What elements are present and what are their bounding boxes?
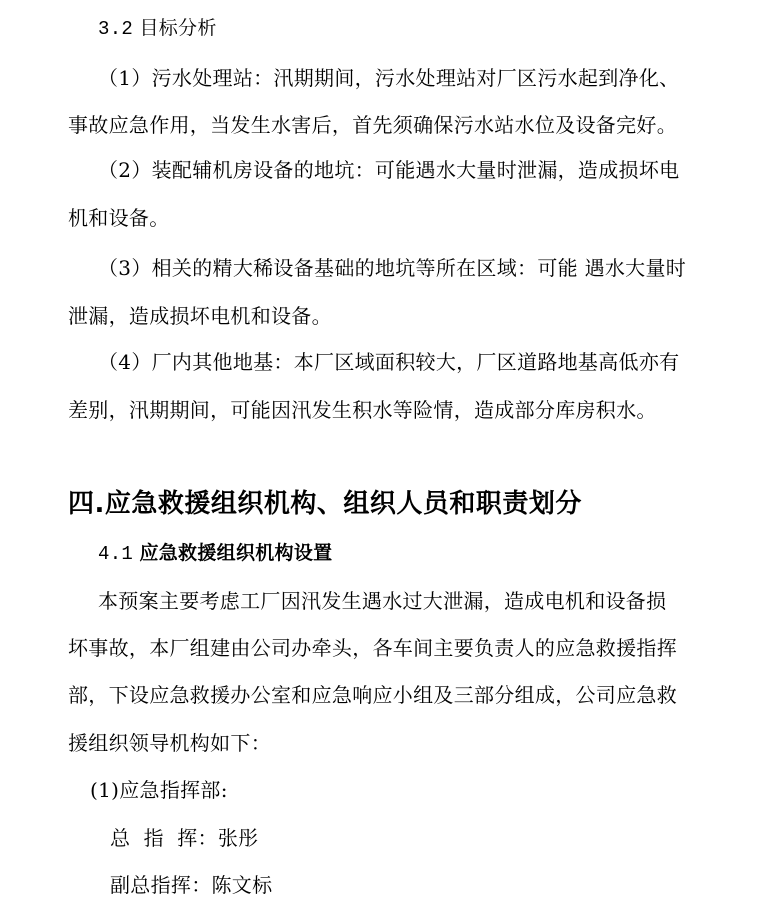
paragraph-line-1: 本预案主要考虑工厂因汛发生遇水过大泄漏，造成电机和设备损 — [98, 589, 667, 613]
chapter-4-heading: 四.应急救援组织机构、组织人员和职责划分 — [68, 489, 582, 519]
role-name: 陈文标 — [211, 873, 273, 897]
section-number: 3.2 — [98, 18, 134, 40]
role-commander — [110, 824, 258, 852]
role-label: 副总指挥： — [110, 873, 212, 897]
item-4-line-2: 差别，汛期期间，可能因汛发生积水等险情，造成部分库房积水。 — [68, 398, 657, 422]
item-2-line-2: 机和设备。 — [68, 206, 170, 230]
section-3-2-heading — [98, 14, 217, 43]
item-2-line-1: （2）装配辅机房设备的地坑：可能遇水大量时泄漏，造成损坏电 — [98, 158, 680, 182]
item-1-line-2: 事故应急作用，当发生水害后，首先须确保污水站水位及设备完好。 — [68, 113, 677, 137]
role-label: 总 指 挥： — [110, 826, 218, 850]
item-1-line-1: （1）污水处理站：汛期期间，污水处理站对厂区污水起到净化、 — [98, 66, 680, 90]
section-number: 4.1 — [98, 543, 134, 565]
section-title: 应急救援组织机构设置 — [139, 542, 333, 564]
item-3-line-1: （3）相关的精大稀设备基础的地坑等所在区域：可能 遇水大量时 — [98, 256, 687, 280]
role-deputy-commander — [110, 871, 272, 899]
paragraph-line-4: 援组织领导机构如下： — [68, 731, 271, 755]
command-center-heading: (1)应急指挥部: — [90, 778, 228, 802]
section-4-1-heading — [98, 539, 332, 568]
item-3-line-2: 泄漏，造成损坏电机和设备。 — [68, 304, 332, 328]
section-title: 目标分析 — [139, 17, 217, 39]
paragraph-line-3: 部，下设应急救援办公室和应急响应小组及三部分组成，公司应急救 — [68, 683, 677, 707]
role-name: 张彤 — [217, 826, 259, 850]
item-4-line-1: （4）厂内其他地基：本厂区域面积较大，厂区道路地基高低亦有 — [98, 350, 680, 374]
paragraph-line-2: 坏事故，本厂组建由公司办牵头，各车间主要负责人的应急救援指挥 — [68, 636, 677, 660]
